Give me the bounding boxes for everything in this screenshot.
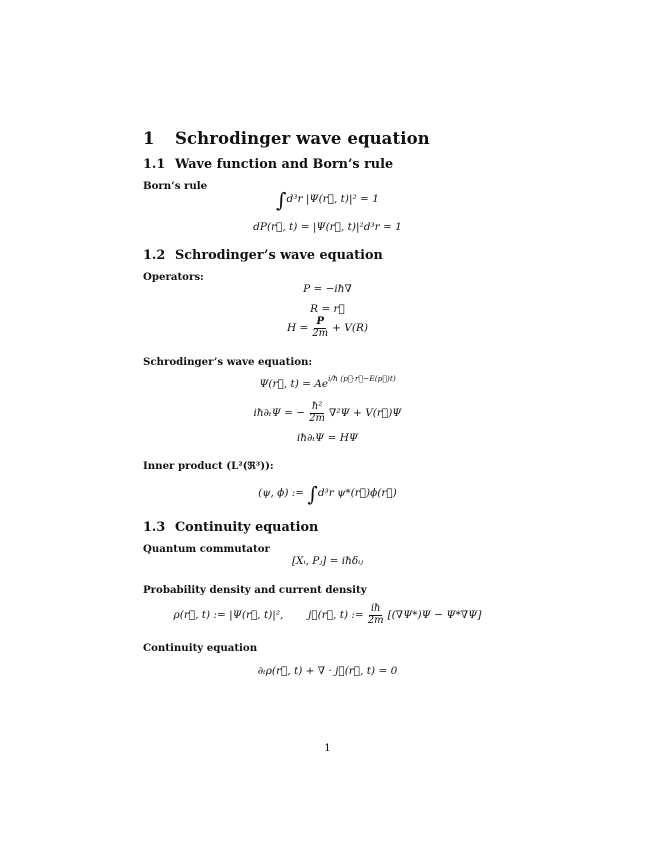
page-number: 1: [324, 742, 331, 754]
paragraph-inner-product: Inner product (L²(ℜ³)):: [143, 460, 274, 472]
plane-wave-base: Ψ(r⃗, t) = Ae: [259, 378, 329, 390]
section-title: Schrodinger wave equation: [175, 129, 430, 148]
subsection-heading-1-2: [143, 248, 383, 263]
fraction-numerator: iħ: [370, 603, 381, 614]
equation-plane-wave: [0, 374, 655, 390]
schrodinger-lhs: iħ∂ₜΨ = −: [253, 407, 306, 419]
fraction-denominator: 2m: [309, 412, 325, 424]
equation-momentum-operator: [0, 283, 655, 295]
equation-schrodinger-hamiltonian: [0, 432, 655, 444]
equation-densities: [0, 604, 655, 626]
fraction-denominator: 2m: [312, 327, 329, 339]
equation-born-normalization-body: d³r |Ψ(r⃗, t)|² = 1: [286, 193, 379, 205]
subsection-heading-1-1: [143, 157, 393, 172]
schrodinger-fraction: [307, 402, 327, 424]
subsection-title: Continuity equation: [175, 520, 319, 535]
paragraph-wave-equation: Schrodinger’s wave equation:: [143, 356, 313, 368]
equation-inner-product: [0, 484, 655, 504]
fraction-numerator: ħ²: [311, 401, 323, 412]
equation-born-probability: dP(r⃗, t) = |Ψ(r⃗, t)|²d³r = 1: [253, 221, 402, 233]
hamiltonian-lhs: H =: [287, 322, 309, 334]
continuity-body: ∂ₜρ(r⃗, t) + ∇ · j⃗(r⃗, t) = 0: [257, 665, 398, 677]
subsection-heading-1-3: [143, 520, 318, 535]
plane-wave-exponent: i/ħ (p⃗·r⃗−E(p⃗)t): [328, 374, 396, 383]
current-density-lhs: j⃗(r⃗, t) :=: [308, 609, 364, 621]
equation-position-operator-body: R = r⃗: [310, 303, 345, 315]
equation-commutator: [0, 555, 655, 567]
hamiltonian-fraction: [310, 317, 330, 339]
paragraph-continuity: Continuity equation: [143, 642, 258, 654]
equation-continuity: [0, 665, 655, 677]
inner-product-rhs: d³r ψ*(r⃗)ϕ(r⃗): [317, 487, 397, 499]
fraction-numerator: P: [316, 316, 324, 327]
inner-product-lhs: (ψ, ϕ) :=: [258, 487, 305, 499]
paragraph-operators: Operators:: [143, 271, 204, 283]
subsection-number: 1.3: [143, 520, 166, 535]
paragraph-densities: Probability density and current density: [143, 584, 367, 596]
equation-hamiltonian: [0, 317, 655, 339]
subsection-number: 1.1: [143, 157, 166, 172]
subsection-title: Wave function and Born’s rule: [175, 157, 394, 172]
integral-sign: ∫: [276, 188, 287, 212]
schrodinger-rhs: ∇²Ψ + V(r⃗)Ψ: [328, 407, 402, 419]
current-density-fraction: [366, 604, 386, 626]
fraction-denominator: 2m: [367, 614, 384, 626]
equation-position-operator: [0, 303, 655, 315]
paragraph-commutator: Quantum commutator: [143, 543, 270, 555]
equation-born-normalization: [0, 190, 655, 210]
section-number: 1: [143, 129, 155, 148]
current-density-rhs: [(∇Ψ*)Ψ − Ψ*∇Ψ]: [387, 609, 482, 621]
equation-schrodinger-explicit: [0, 402, 655, 424]
section-heading: [143, 129, 430, 148]
probability-density: ρ(r⃗, t) := |Ψ(r⃗, t)|²,: [173, 609, 284, 621]
equation-momentum-operator-body: P = −iħ∇: [303, 283, 352, 295]
paragraph-borns-rule: Born’s rule: [143, 180, 208, 192]
subsection-number: 1.2: [143, 248, 166, 263]
integral-sign: ∫: [307, 482, 318, 506]
commutator-body: [Xᵢ, Pⱼ] = iħδᵢⱼ: [291, 555, 364, 567]
subsection-title: Schrodinger’s wave equation: [175, 248, 383, 263]
hamiltonian-rhs: + V(R): [332, 322, 368, 334]
schrodinger-hamiltonian-body: iħ∂ₜΨ = HΨ: [296, 432, 359, 444]
